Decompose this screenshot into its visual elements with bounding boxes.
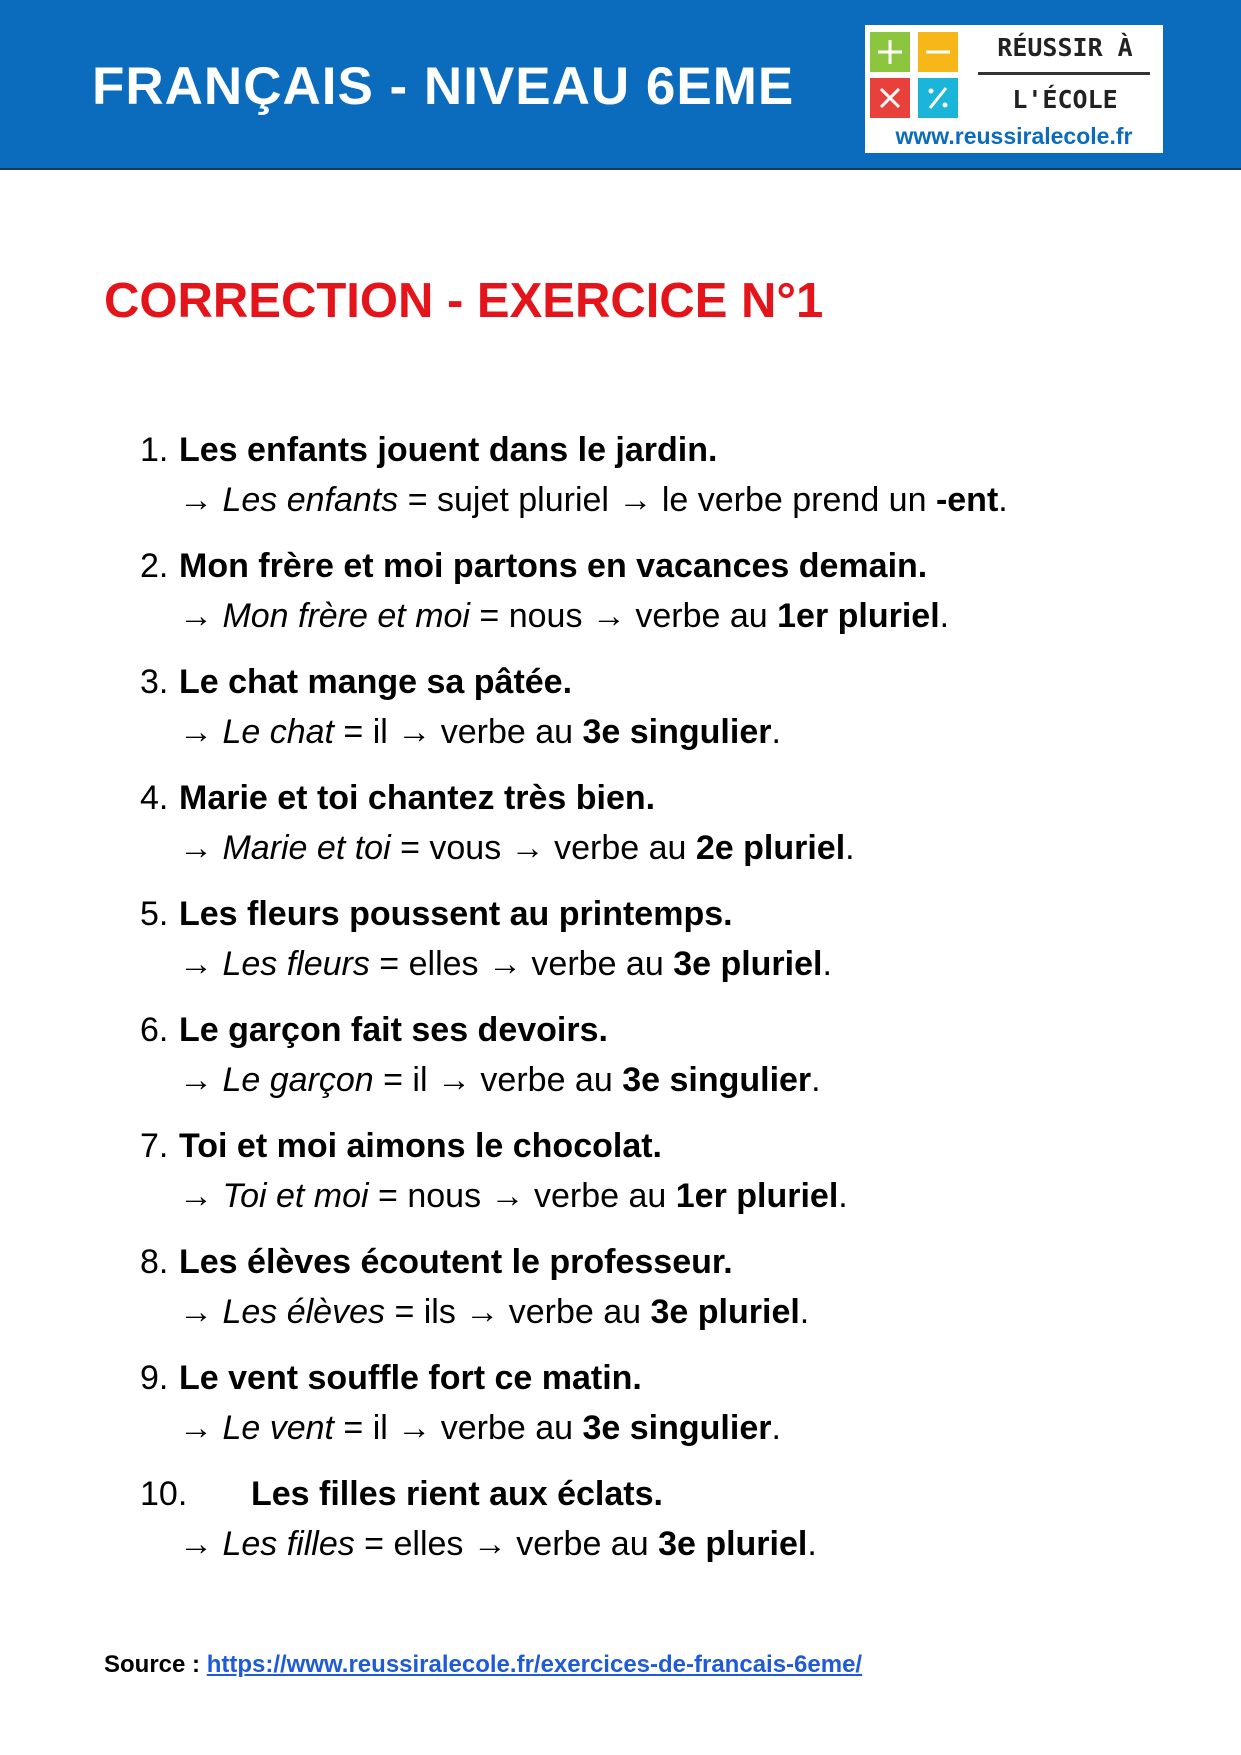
item-explanation: → Les enfants = sujet pluriel → le verbe prend un -ent. <box>179 481 1008 519</box>
list-item <box>0 890 1241 1000</box>
site-logo[interactable] <box>865 25 1163 153</box>
item-explanation: → Marie et toi = vous → verbe au 2e pluriel. <box>179 829 855 867</box>
item-sentence: Le vent souffle fort ce matin. <box>179 1359 642 1397</box>
logo-text-line1: RÉUSSIR À <box>997 33 1133 62</box>
list-item <box>0 542 1241 652</box>
list-item <box>0 1122 1241 1232</box>
item-number: 8. <box>140 1243 169 1281</box>
page-title: CORRECTION - EXERCICE N°1 <box>104 274 824 328</box>
item-number: 9. <box>140 1359 169 1397</box>
logo-url[interactable]: www.reussiralecole.fr <box>895 123 1133 149</box>
list-item <box>0 774 1241 884</box>
item-explanation: → Le garçon = il → verbe au 3e singulier. <box>179 1061 821 1099</box>
item-number: 3. <box>140 663 169 701</box>
minus-icon <box>918 32 958 72</box>
logo-text-line2: L'ÉCOLE <box>1012 85 1118 114</box>
item-number: 6. <box>140 1011 169 1049</box>
list-item <box>0 1470 1241 1580</box>
item-sentence: Les enfants jouent dans le jardin. <box>179 431 718 469</box>
item-sentence: Les fleurs poussent au printemps. <box>179 895 733 933</box>
list-item <box>0 1354 1241 1464</box>
item-number: 4. <box>140 779 169 817</box>
item-explanation: → Mon frère et moi = nous → verbe au 1er pluriel. <box>179 597 950 635</box>
item-number: 10. <box>140 1475 188 1513</box>
item-number: 5. <box>140 895 169 933</box>
list-item <box>0 1238 1241 1348</box>
list-item <box>0 658 1241 768</box>
item-explanation: → Le vent = il → verbe au 3e singulier. <box>179 1409 781 1447</box>
item-explanation: → Les filles = elles → verbe au 3e pluriel. <box>179 1525 817 1563</box>
item-explanation: → Toi et moi = nous → verbe au 1er pluriel. <box>179 1177 848 1215</box>
item-number: 2. <box>140 547 169 585</box>
item-sentence: Marie et toi chantez très bien. <box>179 779 656 817</box>
divide-icon <box>918 78 958 118</box>
item-sentence: Le chat mange sa pâtée. <box>179 663 573 701</box>
item-explanation: → Les fleurs = elles → verbe au 3e pluriel. <box>179 945 832 983</box>
source-label: Source : <box>104 1651 207 1678</box>
item-number: 1. <box>140 431 169 469</box>
list-item <box>0 426 1241 536</box>
item-explanation: → Les élèves = ils → verbe au 3e pluriel. <box>179 1293 810 1331</box>
logo-divider <box>978 72 1150 75</box>
source-link[interactable]: https://www.reussiralecole.fr/exercices-de-francais-6eme/ <box>206 1651 863 1678</box>
item-sentence: Les filles rient aux éclats. <box>251 1475 663 1513</box>
times-icon <box>870 78 910 118</box>
header-banner <box>0 0 1241 170</box>
header-title: FRANÇAIS - NIVEAU 6EME <box>92 57 795 116</box>
item-sentence: Toi et moi aimons le chocolat. <box>179 1127 663 1165</box>
item-number: 7. <box>140 1127 169 1165</box>
item-explanation: → Le chat = il → verbe au 3e singulier. <box>179 713 781 751</box>
plus-icon <box>870 32 910 72</box>
list-item <box>0 1006 1241 1116</box>
item-sentence: Les élèves écoutent le professeur. <box>179 1243 733 1281</box>
item-sentence: Le garçon fait ses devoirs. <box>179 1011 608 1049</box>
source-line <box>104 1651 862 1679</box>
item-sentence: Mon frère et moi partons en vacances demain. <box>179 547 928 585</box>
